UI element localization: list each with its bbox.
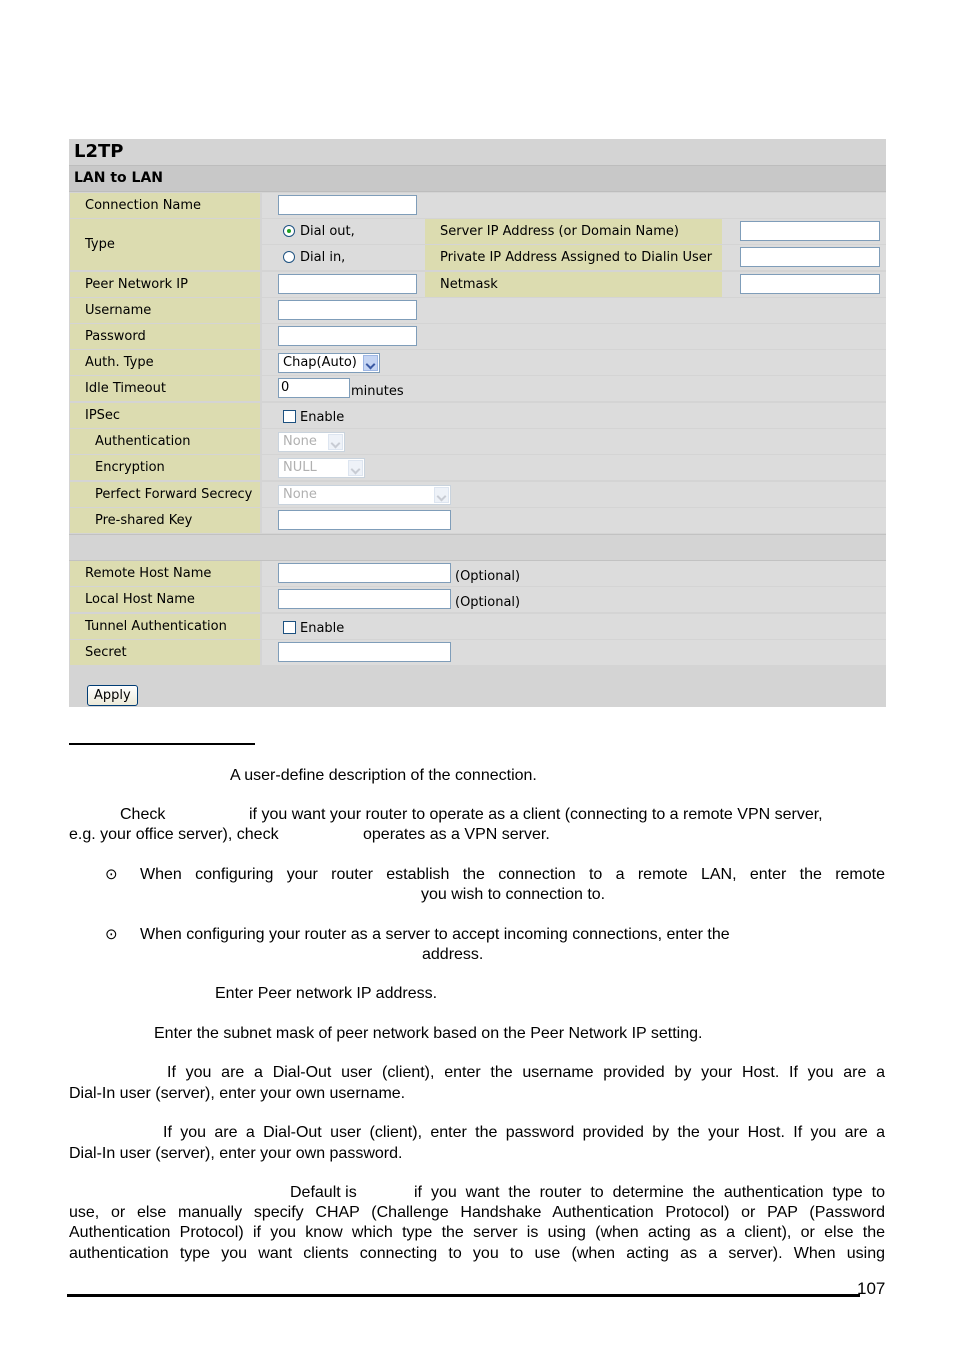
bullet-icon: ⊙ [105,926,118,943]
connection-name-label: Connection Name [70,193,260,218]
remote-host-label: Remote Host Name [70,561,260,586]
username-desc-1: If you are a Dial-Out user (client), enter the username provided by your Host. If you are a [167,1064,885,1081]
chevron-down-icon [363,355,378,371]
peer-network-ip-input[interactable] [278,274,417,294]
dial-in-bullet-text: When configuring your router as a server to accept incoming connections, enter the [140,926,730,943]
ipsec-enable-label: Enable [300,410,345,425]
local-host-input[interactable] [278,589,451,609]
auth-type-desc-4: authentication type you want clients connecting to you to use (when acting as a server). When using [69,1245,885,1262]
tunnel-auth-label: Tunnel Authentication [70,614,260,639]
connection-name-input[interactable] [278,195,417,215]
bullet-icon: ⊙ [105,866,118,883]
page-number: 107 [857,1279,886,1298]
tunnel-auth-enable-label: Enable [300,621,345,636]
idle-timeout-label: Idle Timeout [70,376,260,401]
peer-network-ip-label: Peer Network IP [70,272,260,297]
auth-type-desc-1b: if you want the router to determine the authentication type to [414,1184,885,1201]
row-pfs [69,482,886,507]
row-username [69,298,886,323]
chevron-down-icon [328,434,343,450]
row-secret [69,640,886,665]
panel-title: L2TP [69,139,886,166]
username-input[interactable] [278,300,417,320]
authentication-label: Authentication [70,429,260,454]
username-desc-2: Dial-In user (server), enter your own username. [69,1085,406,1102]
pfs-select[interactable]: None [278,485,451,505]
server-ip-input[interactable] [740,221,880,241]
encryption-select[interactable]: NULL [278,458,365,478]
row-authentication [69,429,886,454]
connection-name-desc: A user-define description of the connection. [230,767,537,784]
row-type [69,219,886,270]
remote-host-optional: (Optional) [455,569,521,584]
type-desc-2b: operates as a VPN server. [363,826,550,843]
pre-shared-key-input[interactable] [278,510,451,530]
dial-out-radio[interactable] [283,225,295,237]
auth-type-desc-1a: Default is [290,1184,357,1201]
row-password [69,324,886,349]
dial-in-radio[interactable] [283,251,295,263]
type-desc-1b: if you want your router to operate as a client (connecting to a remote VPN server, [249,806,823,823]
tunnel-auth-checkbox[interactable] [283,621,296,634]
type-label: Type [70,219,260,270]
footer-rule [67,1294,860,1297]
panel-subtitle: LAN to LAN [69,166,886,192]
dial-out-bullet-text: When configuring your router establish the connection to a remote LAN, enter the remote [140,866,885,883]
type-desc-2a: e.g. your office server), check [69,826,279,843]
ipsec-enable-checkbox[interactable] [283,410,296,423]
auth-type-desc-3: Authentication Protocol) if you know which type the server is using (when acting as a client), or else the [69,1224,885,1241]
auth-type-select[interactable]: Chap(Auto) [278,353,380,373]
row-tunnel-auth [69,614,886,639]
secret-label: Secret [70,640,260,665]
encryption-label: Encryption [70,455,260,480]
row-local-host [69,587,886,612]
pre-shared-key-label: Pre-shared Key [70,508,260,533]
password-label: Password [70,324,260,349]
dial-out-label: Dial out, [300,224,355,239]
local-host-optional: (Optional) [455,595,521,610]
dial-in-bullet-cont: address. [422,946,484,963]
row-ipsec [69,403,886,428]
username-label: Username [70,298,260,323]
auth-type-label: Auth. Type [70,350,260,375]
private-ip-input[interactable] [740,247,880,267]
password-desc-2: Dial-In user (server), enter your own password. [69,1145,403,1162]
local-host-label: Local Host Name [70,587,260,612]
chevron-down-icon [348,460,363,476]
password-desc-1: If you are a Dial-Out user (client), enter the password provided by the your Host. If you are a [163,1124,885,1141]
section-underline [69,743,255,745]
row-pre-shared-key [69,508,886,533]
peer-network-desc: Enter Peer network IP address. [215,985,438,1002]
server-ip-label: Server IP Address (or Domain Name) [425,219,722,244]
row-encryption [69,455,886,480]
private-ip-label: Private IP Address Assigned to Dialin User [425,245,722,270]
minutes-label: minutes [351,384,404,399]
netmask-desc: Enter the subnet mask of peer network based on the Peer Network IP setting. [154,1025,703,1042]
row-connection-name [69,193,886,218]
separator-row [69,534,886,561]
authentication-select[interactable]: None [278,432,345,452]
row-auth-type [69,350,886,375]
apply-button[interactable]: Apply [87,685,138,706]
password-input[interactable] [278,326,417,346]
remote-host-input[interactable] [278,563,451,583]
row-peer-network-ip [69,272,886,297]
type-desc-1a: Check [120,806,166,823]
row-remote-host [69,561,886,586]
ipsec-label: IPSec [70,403,260,428]
idle-timeout-input[interactable]: 0 [278,378,350,398]
secret-input[interactable] [278,642,451,662]
chevron-down-icon [434,487,449,503]
dial-out-bullet-cont: you wish to connection to. [421,886,606,903]
netmask-label: Netmask [425,272,722,297]
netmask-input[interactable] [740,274,880,294]
auth-type-desc-2: use, or else manually specify CHAP (Challenge Handshake Authentication Protocol) or PAP (Password [69,1204,885,1221]
l2tp-panel [69,139,886,707]
dial-in-label: Dial in, [300,250,346,265]
row-idle-timeout [69,376,886,401]
pfs-label: Perfect Forward Secrecy [70,482,260,507]
